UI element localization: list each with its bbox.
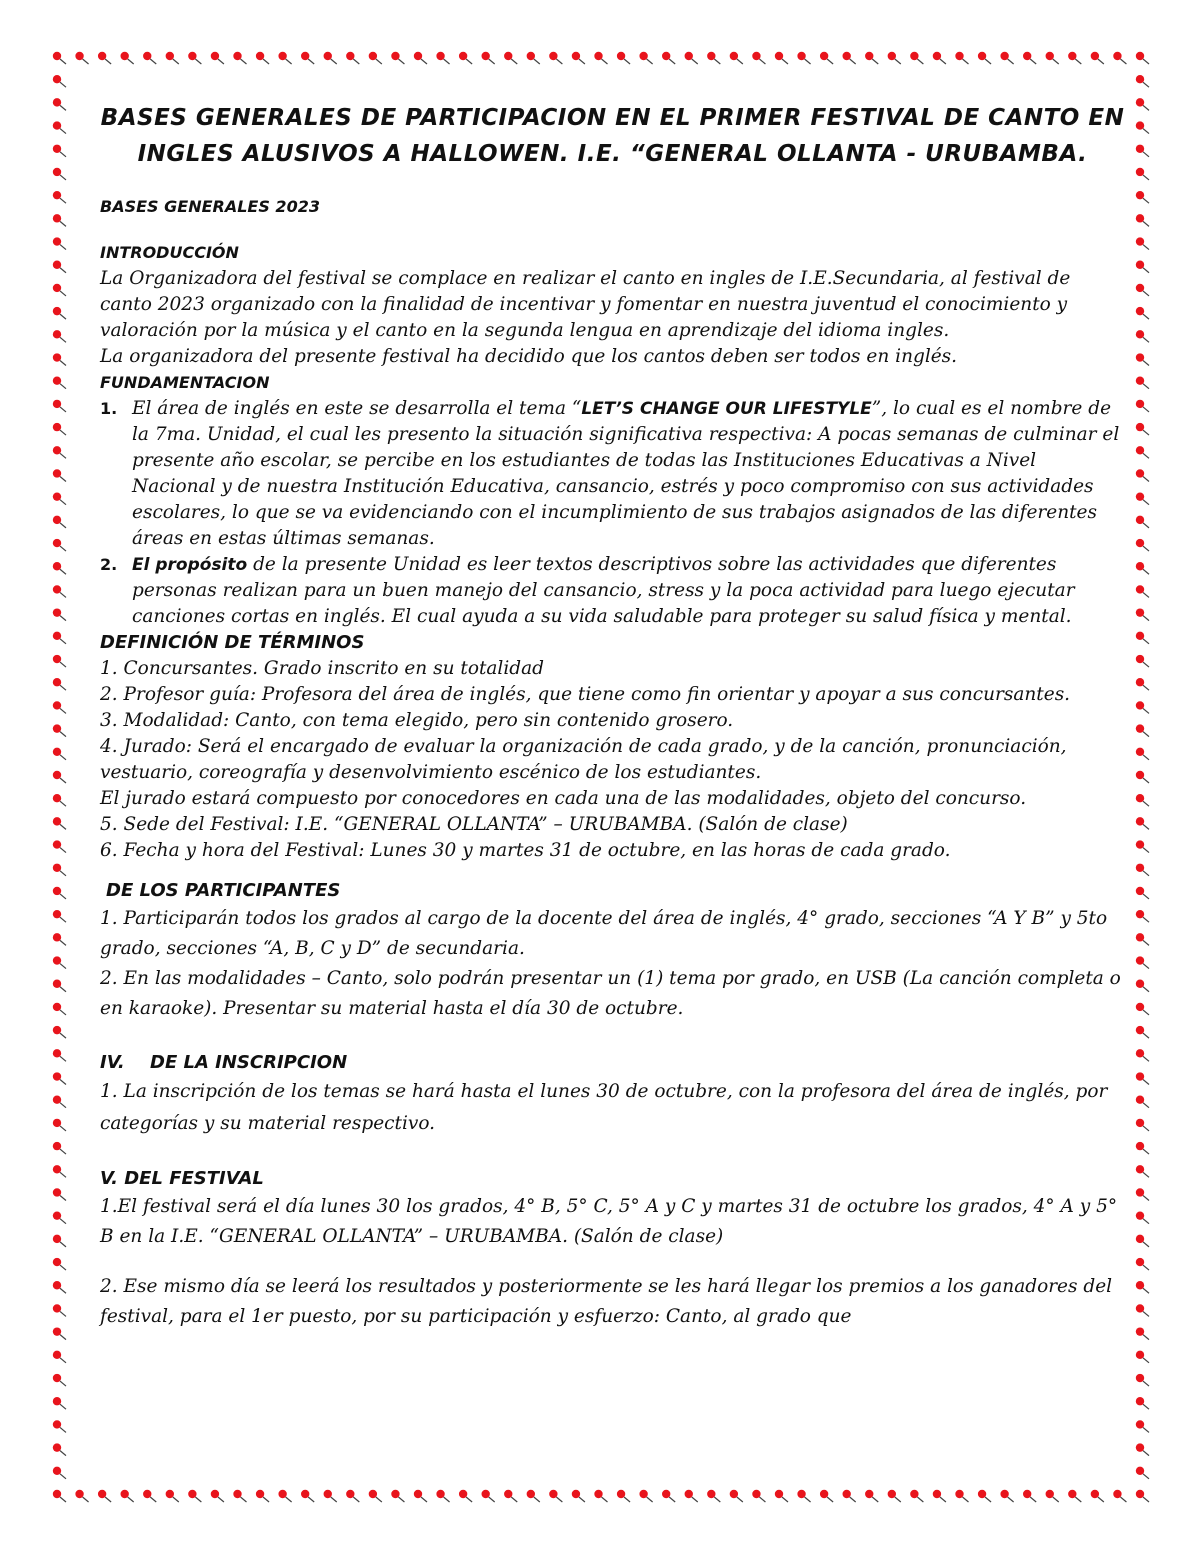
border-dot-icon bbox=[1113, 52, 1126, 64]
border-dot-icon bbox=[549, 1490, 562, 1502]
border-dot-icon bbox=[98, 52, 111, 64]
border-dot-icon bbox=[53, 887, 66, 899]
border-dot-icon bbox=[1136, 1142, 1149, 1154]
border-dot-icon bbox=[752, 1490, 765, 1502]
border-dot-icon bbox=[53, 933, 66, 945]
border-dot-icon bbox=[1136, 330, 1149, 342]
border-dot-icon bbox=[730, 52, 743, 64]
border-dot-icon bbox=[820, 52, 833, 64]
border-dot-icon bbox=[1136, 98, 1149, 110]
border-dot-icon bbox=[1136, 1235, 1149, 1247]
border-dot-icon bbox=[504, 1490, 517, 1502]
border-dot-icon bbox=[1136, 492, 1149, 504]
border-dot-icon bbox=[53, 1420, 66, 1432]
border-dot-icon bbox=[1023, 52, 1036, 64]
border-dot-icon bbox=[120, 1490, 133, 1502]
border-dot-icon bbox=[166, 52, 179, 64]
border-dot-icon bbox=[53, 562, 66, 574]
participantes-line: 2. En las modalidades – Canto, solo podrán presentar un (1) tema por grado, en USB (La canción completa o en karaoke). Presentar su material hasta el día 30 de octubre. bbox=[100, 968, 1121, 1019]
border-dot-icon bbox=[797, 52, 810, 64]
border-dot-icon bbox=[1136, 1443, 1149, 1455]
border-dot-icon bbox=[278, 1490, 291, 1502]
festival-paragraph-1: 1.El festival será el día lunes 30 los grados, 4° B, 5° C, 5° A y C y martes 31 de octubre los grados, 4° A y 5° B en la I.E. “GENERAL OLLANTA” – URUBAMBA. (Salón de clase) bbox=[100, 1196, 1118, 1247]
border-dot-icon bbox=[53, 492, 66, 504]
border-dot-icon bbox=[301, 1490, 314, 1502]
border-dot-icon bbox=[1113, 1490, 1126, 1502]
border-dot-icon bbox=[53, 469, 66, 481]
border-dot-icon bbox=[1136, 840, 1149, 852]
border-dot-icon bbox=[1136, 678, 1149, 690]
border-dot-icon bbox=[910, 52, 923, 64]
inscripcion-line: 1. La inscripción de los temas se hará hasta el lunes 30 de octubre, con la profesora del área de inglés, por categorías y su material respectivo. bbox=[100, 1081, 1108, 1134]
border-dot-icon bbox=[1136, 1096, 1149, 1108]
border-dot-icon bbox=[414, 52, 427, 64]
border-dot-icon bbox=[775, 1490, 788, 1502]
border-dot-icon bbox=[53, 655, 66, 667]
list-number: 1. bbox=[100, 399, 118, 418]
border-dot-icon bbox=[1136, 75, 1149, 87]
border-dot-icon bbox=[53, 585, 66, 597]
border-dot-icon bbox=[53, 1096, 66, 1108]
border-dot-icon bbox=[1136, 1211, 1149, 1223]
border-dot-icon bbox=[1136, 1258, 1149, 1270]
border-dot-icon bbox=[188, 52, 201, 64]
fundamentacion-list bbox=[100, 396, 1125, 630]
border-dot-icon bbox=[53, 98, 66, 110]
border-dot-icon bbox=[53, 330, 66, 342]
border-dot-icon bbox=[53, 261, 66, 273]
border-dot-icon bbox=[549, 52, 562, 64]
definicion-line: 3. Modalidad: Canto, con tema elegido, pero sin contenido grosero. bbox=[100, 710, 734, 731]
border-dot-icon bbox=[53, 794, 66, 806]
border-dot-icon bbox=[572, 52, 585, 64]
border-dot-icon bbox=[75, 1490, 88, 1502]
border-dot-icon bbox=[1023, 1490, 1036, 1502]
border-dot-icon bbox=[256, 1490, 269, 1502]
border-dot-icon bbox=[53, 1467, 66, 1479]
border-dot-icon bbox=[1136, 933, 1149, 945]
border-dot-icon bbox=[233, 1490, 246, 1502]
intro-paragraph-2: La organizadora del presente festival ha decidido que los cantos deben ser todos en inglés. bbox=[100, 346, 958, 367]
border-dot-icon bbox=[53, 956, 66, 968]
border-dot-icon bbox=[53, 1351, 66, 1363]
border-dot-icon bbox=[707, 52, 720, 64]
border-dot-icon bbox=[1091, 1490, 1104, 1502]
border-dot-icon bbox=[1136, 307, 1149, 319]
border-dot-icon bbox=[1136, 353, 1149, 365]
border-dot-icon bbox=[730, 1490, 743, 1502]
border-dot-icon bbox=[1136, 817, 1149, 829]
border-dot-icon bbox=[53, 353, 66, 365]
border-dot-icon bbox=[53, 1281, 66, 1293]
border-dot-icon bbox=[707, 1490, 720, 1502]
border-dot-icon bbox=[53, 1443, 66, 1455]
border-dot-icon bbox=[53, 539, 66, 551]
definicion-line: 6. Fecha y hora del Festival: Lunes 30 y martes 31 de octubre, en las horas de cada grado. bbox=[100, 840, 951, 861]
border-dot-icon bbox=[594, 1490, 607, 1502]
border-dot-icon bbox=[1136, 1188, 1149, 1200]
border-dot-icon bbox=[955, 1490, 968, 1502]
border-dot-icon bbox=[53, 1258, 66, 1270]
border-dot-icon bbox=[1136, 1026, 1149, 1038]
border-dot-icon bbox=[1136, 539, 1149, 551]
border-dot-icon bbox=[1136, 701, 1149, 713]
border-dot-icon bbox=[481, 52, 494, 64]
border-dot-icon bbox=[53, 701, 66, 713]
border-dot-icon bbox=[53, 724, 66, 736]
border-dot-icon bbox=[53, 1026, 66, 1038]
border-dot-icon bbox=[53, 168, 66, 180]
border-dot-icon bbox=[1136, 655, 1149, 667]
border-dot-icon bbox=[527, 1490, 540, 1502]
border-dot-icon bbox=[53, 632, 66, 644]
border-dot-icon bbox=[685, 52, 698, 64]
border-dot-icon bbox=[53, 1188, 66, 1200]
border-dot-icon bbox=[53, 748, 66, 760]
heading-introduccion: INTRODUCCIÓN bbox=[100, 243, 239, 262]
border-dot-icon bbox=[53, 237, 66, 249]
border-dot-icon bbox=[820, 1490, 833, 1502]
border-dot-icon bbox=[1136, 121, 1149, 133]
unit-theme: LET’S CHANGE OUR LIFESTYLE bbox=[581, 399, 872, 419]
border-dot-icon bbox=[53, 145, 66, 157]
fundamentacion-item-1 bbox=[100, 396, 1125, 552]
border-dot-icon bbox=[53, 377, 66, 389]
subtitle-bases-generales: BASES GENERALES 2023 bbox=[100, 197, 320, 216]
border-dot-icon bbox=[53, 678, 66, 690]
border-dot-icon bbox=[1136, 1327, 1149, 1339]
border-dot-icon bbox=[842, 52, 855, 64]
border-dot-icon bbox=[1136, 562, 1149, 574]
border-dot-icon bbox=[166, 1490, 179, 1502]
border-dot-icon bbox=[53, 1072, 66, 1084]
border-dot-icon bbox=[888, 52, 901, 64]
border-dot-icon bbox=[143, 52, 156, 64]
border-dot-icon bbox=[53, 864, 66, 876]
border-dot-icon bbox=[120, 52, 133, 64]
list-number: 2. bbox=[100, 555, 118, 574]
border-dot-icon bbox=[53, 980, 66, 992]
border-dot-icon bbox=[1136, 469, 1149, 481]
border-dot-icon bbox=[910, 1490, 923, 1502]
border-dot-icon bbox=[1136, 771, 1149, 783]
border-dot-icon bbox=[1136, 516, 1149, 528]
fundamentacion-item-2 bbox=[100, 552, 1125, 630]
border-dot-icon bbox=[346, 1490, 359, 1502]
border-dot-icon bbox=[53, 1211, 66, 1223]
heading-inscripcion bbox=[100, 1050, 1125, 1076]
border-dot-icon bbox=[53, 1374, 66, 1386]
border-dot-icon bbox=[842, 1490, 855, 1502]
border-dot-icon bbox=[53, 307, 66, 319]
border-dot-icon bbox=[53, 214, 66, 226]
border-dot-icon bbox=[53, 1165, 66, 1177]
border-dot-icon bbox=[572, 1490, 585, 1502]
border-dot-icon bbox=[211, 1490, 224, 1502]
border-dot-icon bbox=[188, 1490, 201, 1502]
border-dot-icon bbox=[1136, 1119, 1149, 1131]
border-dot-icon bbox=[1136, 585, 1149, 597]
heading-participantes: DE LOS PARTICIPANTES bbox=[106, 880, 341, 901]
border-dot-icon bbox=[1136, 377, 1149, 389]
item-1-post: ”, lo cual es el nombre de la 7ma. Unidad, el cual les presento la situación significativa respectiva: A pocas semanas de culminar el presente año escolar, se percibe en los estudiantes de todas las Instituciones Educativas a Nivel Nacional y de nuestra Institución Educativa, cansancio, estrés y poco compromiso con sus actividades escolares, lo que se va evidenciando con el incumplimiento de sus trabajos asignados de las diferentes áreas en estas últimas semanas. bbox=[132, 398, 1120, 549]
border-dot-icon bbox=[978, 1490, 991, 1502]
border-dot-icon bbox=[53, 400, 66, 412]
border-dot-icon bbox=[1136, 608, 1149, 620]
border-dot-icon bbox=[1136, 1351, 1149, 1363]
border-dot-icon bbox=[1000, 1490, 1013, 1502]
border-dot-icon bbox=[53, 771, 66, 783]
border-dot-icon bbox=[1136, 794, 1149, 806]
border-dot-icon bbox=[53, 1327, 66, 1339]
border-dot-icon bbox=[301, 52, 314, 64]
border-dot-icon bbox=[53, 1490, 66, 1502]
border-dot-icon bbox=[346, 52, 359, 64]
item-1-pre: El área de inglés en este se desarrolla el tema “ bbox=[132, 398, 582, 419]
border-dot-icon bbox=[775, 52, 788, 64]
border-dot-icon bbox=[1136, 261, 1149, 273]
border-dot-icon bbox=[1136, 214, 1149, 226]
border-dot-icon bbox=[1068, 1490, 1081, 1502]
border-dot-icon bbox=[1136, 191, 1149, 203]
definicion-line: 1. Concursantes. Grado inscrito en su totalidad bbox=[100, 658, 544, 679]
border-dot-icon bbox=[639, 1490, 652, 1502]
border-dot-icon bbox=[1136, 145, 1149, 157]
border-dot-icon bbox=[53, 1119, 66, 1131]
border-dot-icon bbox=[1136, 52, 1149, 64]
definicion-line: 5. Sede del Festival: I.E. “GENERAL OLLANTA” – URUBAMBA. (Salón de clase) bbox=[100, 814, 848, 835]
border-dot-icon bbox=[53, 1049, 66, 1061]
border-dot-icon bbox=[1136, 1374, 1149, 1386]
border-dot-icon bbox=[888, 1490, 901, 1502]
border-dot-icon bbox=[53, 1142, 66, 1154]
border-dot-icon bbox=[1136, 1049, 1149, 1061]
border-dot-icon bbox=[1091, 52, 1104, 64]
border-dot-icon bbox=[1136, 1490, 1149, 1502]
border-dot-icon bbox=[1136, 1165, 1149, 1177]
border-dot-icon bbox=[955, 52, 968, 64]
border-dot-icon bbox=[1136, 1003, 1149, 1015]
border-dot-icon bbox=[53, 910, 66, 922]
border-dot-icon bbox=[53, 608, 66, 620]
border-dot-icon bbox=[324, 1490, 337, 1502]
border-dot-icon bbox=[53, 191, 66, 203]
border-dot-icon bbox=[1136, 1304, 1149, 1316]
border-dot-icon bbox=[504, 52, 517, 64]
border-dot-icon bbox=[391, 52, 404, 64]
border-dot-icon bbox=[53, 446, 66, 458]
definicion-line: El jurado estará compuesto por conocedores en cada una de las modalidades, objeto del concurso. bbox=[100, 788, 1027, 809]
definicion-line: 2. Profesor guía: Profesora del área de inglés, que tiene como fin orientar y apoyar a sus concursantes. bbox=[100, 684, 1071, 705]
border-dot-icon bbox=[1136, 887, 1149, 899]
border-dot-icon bbox=[865, 1490, 878, 1502]
intro-paragraph-1: La Organizadora del festival se complace en realizar el canto en ingles de I.E.Secundaria, al festival de canto 2023 organizado con la finalidad de incentivar y fomentar en nuestra juventud el conocimiento y valoración por la música y el canto en la segunda lengua en aprendizaje del idioma ingles. bbox=[100, 268, 1071, 341]
border-dot-icon bbox=[53, 1397, 66, 1409]
border-dot-icon bbox=[256, 52, 269, 64]
border-dot-icon bbox=[1136, 980, 1149, 992]
border-dot-icon bbox=[436, 1490, 449, 1502]
border-dot-icon bbox=[143, 1490, 156, 1502]
border-dot-icon bbox=[53, 1304, 66, 1316]
border-dot-icon bbox=[594, 52, 607, 64]
document-body bbox=[100, 100, 1125, 1332]
border-dot-icon bbox=[685, 1490, 698, 1502]
border-dot-icon bbox=[978, 52, 991, 64]
heading-definicion-terminos: DEFINICIÓN DE TÉRMINOS bbox=[100, 632, 365, 653]
border-dot-icon bbox=[53, 75, 66, 87]
document-title: BASES GENERALES DE PARTICIPACION EN EL PRIMER FESTIVAL DE CANTO EN INGLES ALUSIVOS A HALLOWEN. I.E. “GENERAL OLLANTA - URUBAMBA. bbox=[100, 105, 1125, 167]
border-dot-icon bbox=[797, 1490, 810, 1502]
border-dot-icon bbox=[1136, 168, 1149, 180]
border-dot-icon bbox=[933, 52, 946, 64]
border-dot-icon bbox=[1136, 956, 1149, 968]
border-dot-icon bbox=[1136, 237, 1149, 249]
border-dot-icon bbox=[391, 1490, 404, 1502]
border-dot-icon bbox=[53, 52, 66, 64]
item-2-post: de la presente Unidad es leer textos descriptivos sobre las actividades que diferentes personas realizan para un buen manejo del cansancio, stress y la poca actividad para luego ejecutar canciones cortas en inglés. El cual ayuda a su vida saludable para proteger su salud física y mental. bbox=[132, 554, 1075, 627]
border-dot-icon bbox=[527, 52, 540, 64]
heading-fundamentacion: FUNDAMENTACION bbox=[100, 373, 270, 392]
border-dot-icon bbox=[1136, 1397, 1149, 1409]
border-dot-icon bbox=[1046, 52, 1059, 64]
roman-numeral: IV. bbox=[100, 1052, 125, 1073]
border-dot-icon bbox=[53, 1003, 66, 1015]
border-dot-icon bbox=[414, 1490, 427, 1502]
border-dot-icon bbox=[865, 52, 878, 64]
border-dot-icon bbox=[1136, 724, 1149, 736]
border-dot-icon bbox=[1046, 1490, 1059, 1502]
border-dot-icon bbox=[481, 1490, 494, 1502]
border-dot-icon bbox=[459, 52, 472, 64]
border-dot-icon bbox=[662, 52, 675, 64]
border-dot-icon bbox=[436, 52, 449, 64]
border-dot-icon bbox=[53, 284, 66, 296]
border-dot-icon bbox=[233, 52, 246, 64]
border-dot-icon bbox=[1136, 284, 1149, 296]
border-dot-icon bbox=[53, 817, 66, 829]
border-dot-icon bbox=[324, 52, 337, 64]
border-dot-icon bbox=[75, 52, 88, 64]
border-dot-icon bbox=[1068, 52, 1081, 64]
border-dot-icon bbox=[1136, 632, 1149, 644]
border-dot-icon bbox=[53, 121, 66, 133]
border-dot-icon bbox=[662, 1490, 675, 1502]
heading-inscripcion-text: DE LA INSCRIPCION bbox=[150, 1052, 348, 1073]
participantes-line: 1. Participarán todos los grados al cargo de la docente del área de inglés, 4° grado, secciones “A Y B” y 5to grado, secciones “A, B, C y D” de secundaria. bbox=[100, 908, 1108, 959]
border-dot-icon bbox=[752, 52, 765, 64]
border-dot-icon bbox=[211, 52, 224, 64]
border-dot-icon bbox=[369, 1490, 382, 1502]
border-dot-icon bbox=[1136, 1420, 1149, 1432]
border-dot-icon bbox=[53, 1235, 66, 1247]
border-dot-icon bbox=[1136, 864, 1149, 876]
border-dot-icon bbox=[1136, 910, 1149, 922]
border-dot-icon bbox=[1136, 1072, 1149, 1084]
border-dot-icon bbox=[53, 423, 66, 435]
border-dot-icon bbox=[53, 840, 66, 852]
border-dot-icon bbox=[617, 52, 630, 64]
border-dot-icon bbox=[1136, 400, 1149, 412]
border-dot-icon bbox=[1136, 748, 1149, 760]
border-dot-icon bbox=[933, 1490, 946, 1502]
festival-paragraph-2: 2. Ese mismo día se leerá los resultados y posteriormente se les hará llegar los premios a los ganadores del festival, para el 1er puesto, por su participación y esfuerzo: Canto, al grado que bbox=[100, 1276, 1113, 1327]
border-dot-icon bbox=[639, 52, 652, 64]
definicion-line: 4. Jurado: Será el encargado de evaluar la organización de cada grado, y de la canción, pronunciación, vestuario, coreografía y desenvolvimiento escénico de los estudiantes. bbox=[100, 736, 1067, 783]
border-dot-icon bbox=[1136, 446, 1149, 458]
border-dot-icon bbox=[1136, 423, 1149, 435]
border-dot-icon bbox=[53, 516, 66, 528]
heading-festival: V. DEL FESTIVAL bbox=[100, 1168, 264, 1189]
border-dot-icon bbox=[1000, 52, 1013, 64]
border-dot-icon bbox=[98, 1490, 111, 1502]
border-dot-icon bbox=[369, 52, 382, 64]
border-dot-icon bbox=[459, 1490, 472, 1502]
border-dot-icon bbox=[278, 52, 291, 64]
border-dot-icon bbox=[1136, 1281, 1149, 1293]
border-dot-icon bbox=[1136, 1467, 1149, 1479]
proposito-label: El propósito bbox=[132, 555, 248, 575]
border-dot-icon bbox=[617, 1490, 630, 1502]
